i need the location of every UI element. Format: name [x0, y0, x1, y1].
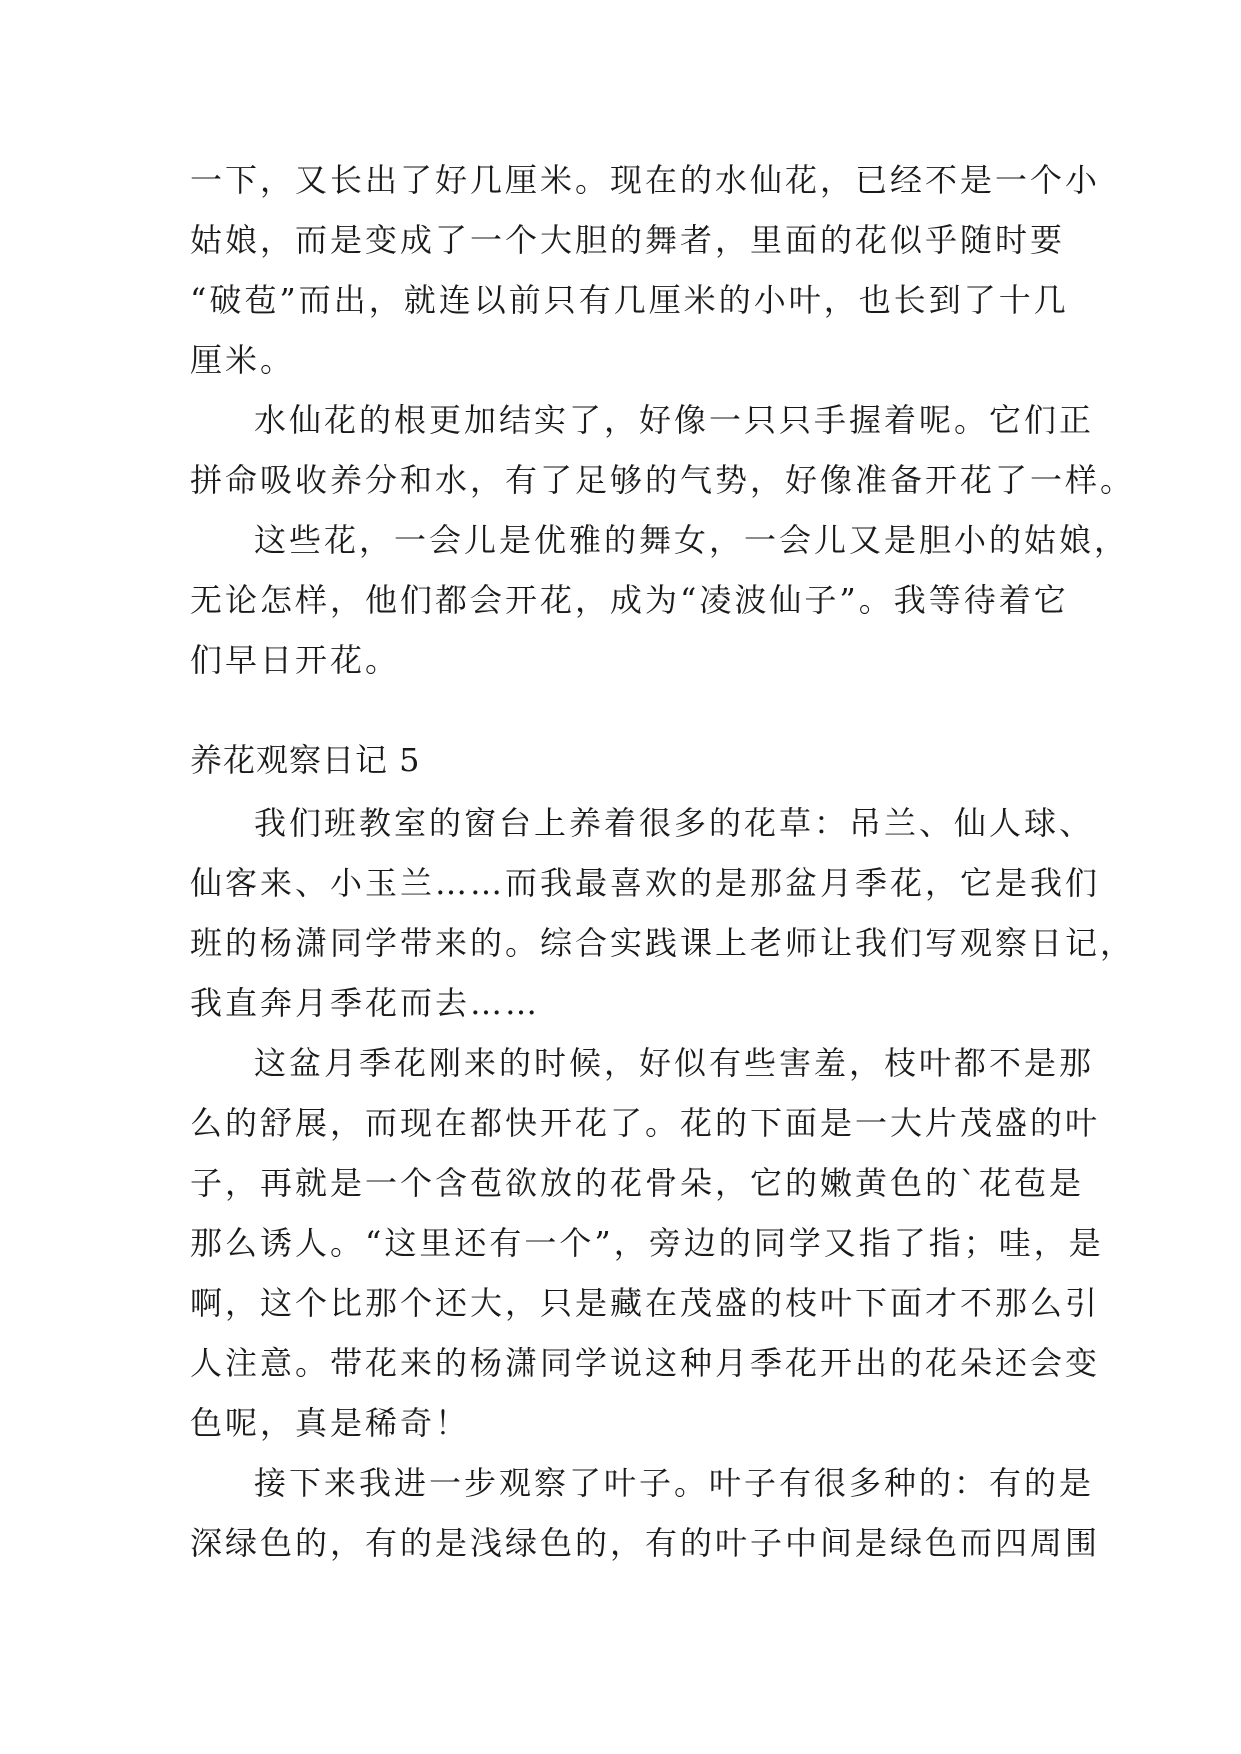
text-line: 啊，这个比那个还大，只是藏在茂盛的枝叶下面才不那么引 — [190, 1284, 1101, 1322]
text-line: 我直奔月季花而去…… — [190, 984, 541, 1022]
text-line: 我们班教室的窗台上养着很多的花草：吊兰、仙人球、 — [254, 804, 1095, 842]
text-line: 这盆月季花刚来的时候，好似有些害羞，枝叶都不是那 — [254, 1044, 1095, 1082]
text-line: 厘米。 — [190, 341, 296, 379]
text-line: 一下，又长出了好几厘米。现在的水仙花，已经不是一个小 — [190, 161, 1101, 199]
paragraph-4 — [190, 793, 1136, 1033]
paragraph-1 — [190, 150, 1101, 390]
text-line: 水仙花的根更加结实了，好像一只只手握着呢。它们正 — [254, 401, 1095, 439]
text-line: 拼命吸收养分和水，有了足够的气势，好像准备开花了一样。 — [190, 461, 1136, 499]
text-line: 子，再就是一个含苞欲放的花骨朵，它的嫩黄色的`花苞是 — [190, 1164, 1085, 1202]
text-line: “破苞”而出，就连以前只有几厘米的小叶，也长到了十几 — [190, 281, 1069, 319]
page-title: 养花观察日记 5 — [190, 741, 421, 779]
text-line: 班的杨潇同学带来的。综合实践课上老师让我们写观察日记， — [190, 924, 1136, 962]
text-line: 接下来我进一步观察了叶子。叶子有很多种的：有的是 — [254, 1464, 1095, 1502]
text-line: 色呢，真是稀奇！ — [190, 1404, 471, 1442]
paragraph-5 — [190, 1033, 1104, 1453]
text-line: 深绿色的，有的是浅绿色的，有的叶子中间是绿色而四周围 — [190, 1524, 1101, 1562]
text-line: 们早日开花。 — [190, 641, 401, 679]
text-line: 这些花，一会儿是优雅的舞女，一会儿又是胆小的姑娘， — [254, 521, 1130, 559]
paragraph-6 — [190, 1453, 1101, 1573]
text-line: 姑娘，而是变成了一个大胆的舞者，里面的花似乎随时要 — [190, 221, 1066, 259]
text-line: 仙客来、小玉兰……而我最喜欢的是那盆月季花，它是我们 — [190, 864, 1101, 902]
text-line: 那么诱人。“这里还有一个”，旁边的同学又指了指；哇，是 — [190, 1224, 1104, 1262]
text-line: 人注意。带花来的杨潇同学说这种月季花开出的花朵还会变 — [190, 1344, 1101, 1382]
paragraph-2 — [190, 390, 1136, 510]
paragraph-3 — [190, 510, 1130, 690]
text-line: 无论怎样，他们都会开花，成为“凌波仙子”。我等待着它 — [190, 581, 1069, 619]
section-title — [190, 730, 1050, 790]
text-line: 么的舒展，而现在都快开花了。花的下面是一大片茂盛的叶 — [190, 1104, 1101, 1142]
